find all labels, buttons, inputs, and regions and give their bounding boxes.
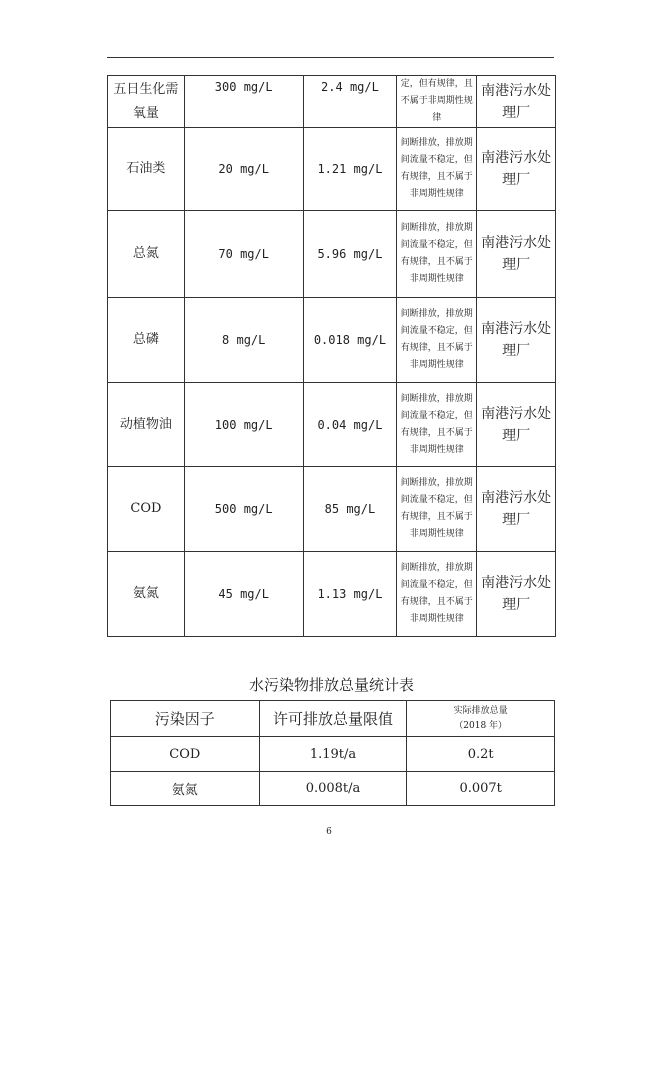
cell-treatment-plant: 南港污水处理厂 [477, 467, 556, 552]
header-pollutant: 污染因子 [111, 701, 260, 737]
header-actual-label: 实际排放总量 [453, 705, 508, 716]
total-discharge-table-title: 水污染物排放总量统计表 [248, 676, 414, 694]
cell-discharge-pattern: 间断排放，排放期间流量不稳定，但有规律，且不属于非周期性规律 [397, 552, 477, 637]
cell-actual: 5.96 mg/L [303, 211, 397, 298]
cell-discharge-pattern: 间断排放，排放期间流量不稳定，但有规律，且不属于非周期性规律 [397, 128, 477, 211]
cell-discharge-pattern: 间断排放，排放期间流量不稳定，但有规律，且不属于非周期性规律 [397, 383, 477, 467]
cell-actual: 0.2t [407, 737, 555, 772]
header-permit-limit: 许可排放总量限值 [259, 701, 407, 737]
header-actual [407, 701, 555, 737]
table-row [108, 552, 556, 637]
cell-actual: 85 mg/L [303, 467, 397, 552]
cell-treatment-plant: 南港污水处理厂 [477, 298, 556, 383]
cell-discharge-pattern: 定，但有规律，且不属于非周期性规律 [397, 76, 477, 128]
cell-treatment-plant: 南港污水处理厂 [477, 552, 556, 637]
table-header-row [111, 701, 555, 737]
cell-pollutant: COD [111, 737, 260, 772]
cell-treatment-plant: 南港污水处理厂 [477, 128, 556, 211]
cell-actual: 1.13 mg/L [303, 552, 397, 637]
table-row [108, 211, 556, 298]
cell-discharge-pattern: 间断排放，排放期间流量不稳定，但有规律，且不属于非周期性规律 [397, 467, 477, 552]
total-discharge-table [110, 700, 555, 806]
cell-permit-limit: 0.008t/a [259, 772, 407, 806]
cell-pollutant: 总磷 [108, 298, 185, 383]
cell-actual: 0.018 mg/L [303, 298, 397, 383]
cell-discharge-pattern: 间断排放，排放期间流量不稳定，但有规律，且不属于非周期性规律 [397, 211, 477, 298]
cell-treatment-plant: 南港污水处理厂 [477, 383, 556, 467]
cell-actual: 0.007t [407, 772, 555, 806]
header-rule [107, 57, 554, 58]
cell-limit: 45 mg/L [184, 552, 303, 637]
cell-discharge-pattern: 间断排放，排放期间流量不稳定，但有规律，且不属于非周期性规律 [397, 298, 477, 383]
table-row [108, 76, 556, 128]
cell-actual: 0.04 mg/L [303, 383, 397, 467]
table-row [111, 737, 555, 772]
cell-pollutant: 氨氮 [111, 772, 260, 806]
cell-treatment-plant: 南港污水处理厂 [477, 211, 556, 298]
pollutant-discharge-table [107, 75, 556, 637]
cell-actual: 2.4 mg/L [303, 76, 397, 128]
cell-limit: 300 mg/L [184, 76, 303, 128]
cell-actual: 1.21 mg/L [303, 128, 397, 211]
cell-pollutant: 动植物油 [108, 383, 185, 467]
cell-permit-limit: 1.19t/a [259, 737, 407, 772]
cell-limit: 100 mg/L [184, 383, 303, 467]
cell-pollutant: 氨氮 [108, 552, 185, 637]
table-row [108, 298, 556, 383]
table-row [108, 128, 556, 211]
cell-limit: 500 mg/L [184, 467, 303, 552]
cell-pollutant: COD [108, 467, 185, 552]
page-number: 6 [326, 827, 332, 837]
cell-pollutant: 五日生化需氧量 [108, 76, 185, 128]
table-row [111, 772, 555, 806]
cell-limit: 70 mg/L [184, 211, 303, 298]
cell-limit: 20 mg/L [184, 128, 303, 211]
cell-treatment-plant: 南港污水处理厂 [477, 76, 556, 128]
cell-limit: 8 mg/L [184, 298, 303, 383]
table-row [108, 383, 556, 467]
cell-pollutant: 石油类 [108, 128, 185, 211]
table-row [108, 467, 556, 552]
header-actual-year: （2018 年） [454, 720, 508, 731]
cell-pollutant: 总氮 [108, 211, 185, 298]
